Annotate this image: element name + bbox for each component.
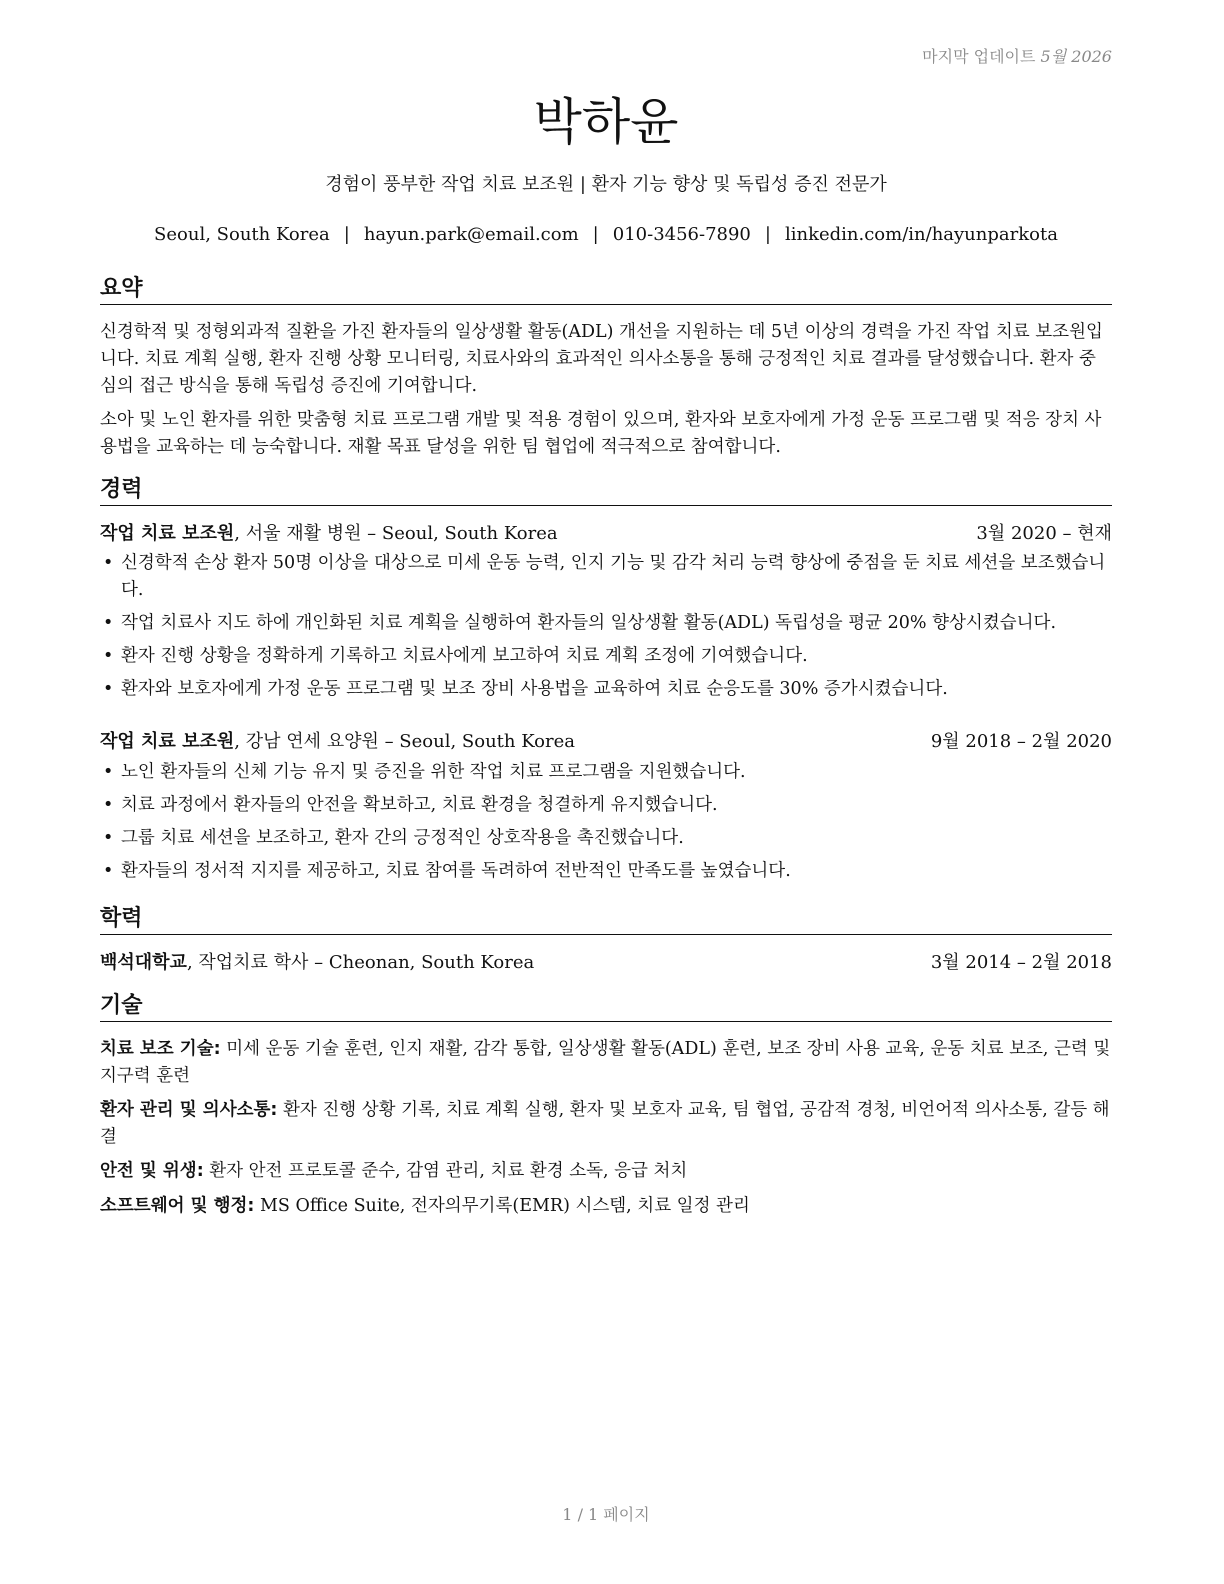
job-role: 작업 치료 보조원 xyxy=(100,523,235,544)
job-bullets xyxy=(100,550,1112,709)
section-title-summary: 요약 xyxy=(100,276,1112,305)
skill-line xyxy=(100,1036,1112,1090)
job-org: , 강남 연세 요양원 – Seoul, South Korea xyxy=(234,731,576,752)
education-dates: 3월 2014 – 2월 2018 xyxy=(930,952,1112,973)
job-dates: 9월 2018 – 2월 2020 xyxy=(930,731,1112,752)
job-header xyxy=(100,521,1112,547)
summary-paragraph: 신경학적 및 정형외과적 질환을 가진 환자들의 일상생활 활동(ADL) 개선을 지원하는 데 5년 이상의 경력을 가진 작업 치료 보조원입니다. 치료 계획 실행, 환자 진행 상황 모니터링, 치료사와의 효과적인 의사소통을 통해 긍정적인 치료 결과를 달성했습니다. 환자 중심의 접근 방식을 통해 독립성 증진에 기여합니다. xyxy=(100,322,1103,396)
skill-line xyxy=(100,1193,1112,1220)
skill-text: 환자 진행 상황 기록, 치료 계획 실행, 환자 및 보호자 교육, 팀 협업, 공감적 경청, 비언어적 의사소통, 갈등 해결 xyxy=(100,1100,1110,1147)
job-dates: 3월 2020 – 현재 xyxy=(976,523,1112,544)
contact-email[interactable]: hayun.park@email.com xyxy=(363,224,579,245)
contact-line xyxy=(100,224,1112,245)
list-item: • 작업 치료사 지도 하에 개인화된 치료 계획을 실행하여 환자들의 일상생활 활동(ADL) 독립성을 평균 20% 향상시켰습니다. xyxy=(100,610,1112,637)
last-updated xyxy=(922,44,1112,67)
section-title-education: 학력 xyxy=(100,906,1112,935)
skill-text: 미세 운동 기술 훈련, 인지 재활, 감각 통합, 일상생활 활동(ADL) 훈련, 보조 장비 사용 교육, 운동 치료 보조, 근력 및 지구력 훈련 xyxy=(100,1039,1111,1086)
skill-line xyxy=(100,1158,1112,1185)
last-updated-prefix: 마지막 업데이트 xyxy=(922,47,1036,66)
resume-page xyxy=(100,0,1112,1584)
list-item: • 환자와 보호자에게 가정 운동 프로그램 및 보조 장비 사용법을 교육하여 치료 순응도를 30% 증가시켰습니다. xyxy=(100,676,1112,703)
contact-separator: | xyxy=(592,224,599,245)
section-title-experience: 경력 xyxy=(100,477,1112,506)
education-entry xyxy=(100,950,1112,976)
contact-separator: | xyxy=(764,224,771,245)
list-item: • 환자 진행 상황을 정확하게 기록하고 치료사에게 보고하여 치료 계획 조정에 기여했습니다. xyxy=(100,643,1112,670)
summary-paragraph: 소아 및 노인 환자를 위한 맞춤형 치료 프로그램 개발 및 적용 경험이 있으며, 환자와 보호자에게 가정 운동 프로그램 및 적응 장치 사용법을 교육하는 데 능숙합니다. 재활 목표 달성을 위한 팀 협업에 적극적으로 참여합니다. xyxy=(100,410,1102,457)
contact-linkedin[interactable]: linkedin.com/in/hayunparkota xyxy=(784,224,1058,245)
skill-label: 소프트웨어 및 행정: xyxy=(100,1196,255,1216)
job-role: 작업 치료 보조원 xyxy=(100,731,235,752)
job-header xyxy=(100,729,1112,755)
job-org: , 서울 재활 병원 – Seoul, South Korea xyxy=(234,523,558,544)
tagline: 경험이 풍부한 작업 치료 보조원 | 환자 기능 향상 및 독립성 증진 전문가 xyxy=(325,174,887,195)
skill-label: 치료 보조 기술: xyxy=(100,1039,221,1059)
job-bullets xyxy=(100,759,1112,891)
skill-text: 환자 안전 프로토콜 준수, 감염 관리, 치료 환경 소독, 응급 처치 xyxy=(203,1161,688,1181)
page-number: 1 / 1 페이지 xyxy=(562,1505,650,1524)
contact-separator: | xyxy=(343,224,350,245)
degree-detail: , 작업치료 학사 – Cheonan, South Korea xyxy=(186,952,535,973)
list-item: • 노인 환자들의 신체 기능 유지 및 증진을 위한 작업 치료 프로그램을 지원했습니다. xyxy=(100,759,1112,786)
contact-location: Seoul, South Korea xyxy=(154,224,330,245)
list-item: • 그룹 치료 세션을 보조하고, 환자 간의 긍정적인 상호작용을 촉진했습니다. xyxy=(100,825,1112,852)
contact-phone: 010-3456-7890 xyxy=(612,224,751,245)
list-item: • 환자들의 정서적 지지를 제공하고, 치료 참여를 독려하여 전반적인 만족도를 높였습니다. xyxy=(100,858,1112,885)
section-title-skills: 기술 xyxy=(100,993,1112,1022)
last-updated-date: 5월 2026 xyxy=(1040,47,1112,66)
school-name: 백석대학교 xyxy=(100,952,187,973)
skill-label: 환자 관리 및 의사소통: xyxy=(100,1100,278,1120)
skill-line xyxy=(100,1097,1112,1151)
skill-label: 안전 및 위생: xyxy=(100,1161,204,1181)
skill-text: MS Office Suite, 전자의무기록(EMR) 시스템, 치료 일정 관리 xyxy=(254,1196,750,1216)
list-item: • 치료 과정에서 환자들의 안전을 확보하고, 치료 환경을 청결하게 유지했습니다. xyxy=(100,792,1112,819)
list-item: • 신경학적 손상 환자 50명 이상을 대상으로 미세 운동 능력, 인지 기능 및 감각 처리 능력 향상에 중점을 둔 치료 세션을 보조했습니다. xyxy=(100,550,1112,604)
candidate-name: 박하윤 xyxy=(533,93,679,151)
